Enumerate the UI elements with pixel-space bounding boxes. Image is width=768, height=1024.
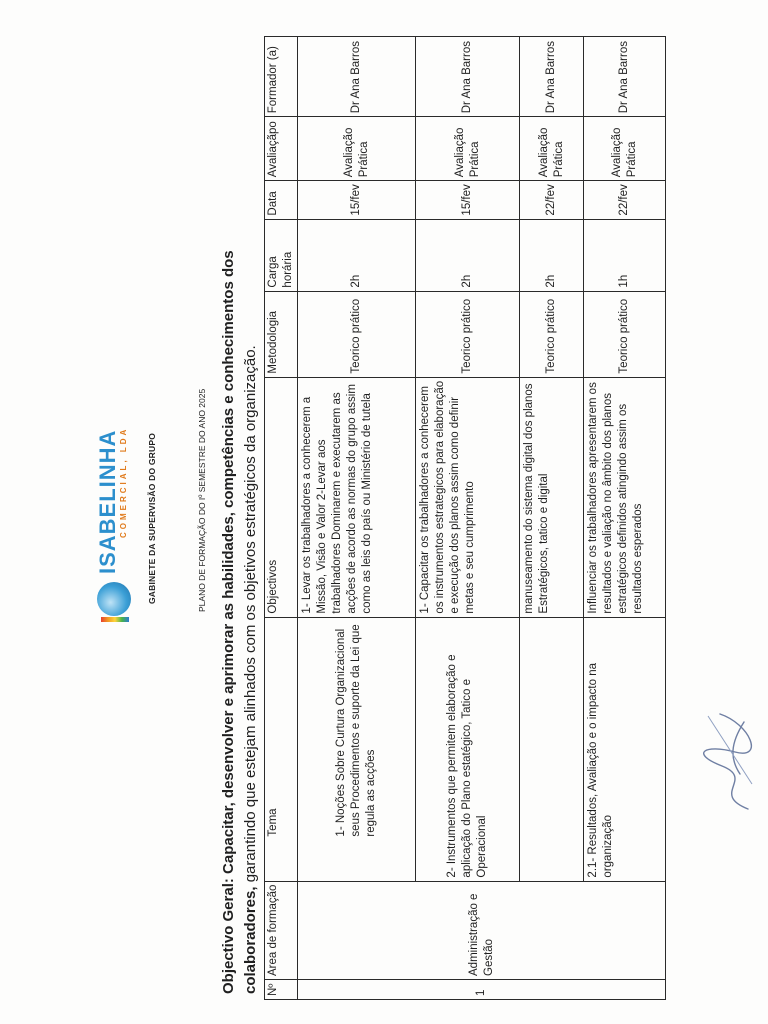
formador-cell: Dr Ana Barros [520,37,584,117]
logo-subtitle: COMERCIAL, LDA [119,426,128,538]
data-cell: 15/fev [416,181,520,219]
header-avaliacao: Avaliaçãpo [265,117,298,181]
header-data: Data [265,181,298,219]
data-cell: 22/fev [584,181,666,219]
formador-cell: Dr Ana Barros [584,37,666,117]
carga-cell: 2h [298,219,416,291]
avaliacao-cell: Avaliação Prática [520,117,584,181]
tema-cell: 1- Noções Sobre Curtura Organizacional seus Procedimentos e suporte da Lei que regula as acções [298,617,416,881]
handwritten-signature [700,704,760,814]
table-row [584,37,666,1000]
logo-name: ISABELINHA [95,429,120,574]
objectivos-cell: Influenciar os trabalhadores apresentarem os resultados e valiação no âmbito dos planos estratégicos definidos atingindo assim os resultados esperados [584,377,666,617]
department-title: GABINETE DA SUPERVISÃO DO GRUPO [147,432,157,604]
metodologia-cell: Teorico prático [298,291,416,377]
tema-cell: 2- Instrumentos que permitem elaboração e aplicação do Plano estatégico, Tatico e Operacional [416,617,520,881]
header-num: Nº [265,980,298,1000]
header-area: Area de formação [265,881,298,979]
plan-title: PLANO DE FORMAÇÃO DO Iº SEMESTRE DO ANO 2025 [197,388,207,612]
header-carga: Carga horária [265,219,298,291]
table-row [416,37,520,1000]
header-tema: Tema [265,617,298,881]
table-header-row [265,37,298,1000]
formador-cell: Dr Ana Barros [416,37,520,117]
general-objective [218,224,262,994]
data-cell: 15/fev [298,181,416,219]
carga-cell: 2h [416,219,520,291]
metodologia-cell: Teorico prático [416,291,520,377]
header-metodologia: Metodologia [265,291,298,377]
objective-label: Objectivo Geral: [220,878,237,994]
avaliacao-cell: Avaliação Prática [298,117,416,181]
table-row [298,37,416,1000]
logo-globe-icon [97,582,131,616]
row-number: 1 [298,980,666,1000]
objectivos-cell: 1- Levar os trabalhadores a conhecerem a Missão, Visão e Valor 2-Levar aos trabalhadores Dominarem e executarem as acções de acordo as normas do grupo assim como as leis do país ou Ministério de tutela [298,377,416,617]
objectivos-cell: manuseamento do sistema digital dos planos Estratégicos, tatico e digital [520,377,584,617]
header-formador: Formador (a) [265,37,298,117]
objectivos-cell: 1- Capacitar os trabalhadores a conhecerem os instrumentos estrategicos para elaboração e execução dos planos assim como definir metas e seu cumprimento [416,377,520,617]
avaliacao-cell: Avaliação Prática [416,117,520,181]
carga-cell: 2h [520,219,584,291]
data-cell: 22/fev [520,181,584,219]
formador-cell: Dr Ana Barros [298,37,416,117]
avaliacao-cell: Avaliação Prática [584,117,666,181]
tema-cell: 2.1- Resultados, Avaliação e o impacto na organização [584,617,666,881]
tema-cell [520,617,584,881]
objective-text-bold: Capacitar, desenvolver e aprimorar as habilidades, competências e conhecimentos dos colaboradores, [220,250,259,994]
header-objectivos: Objectivos [265,377,298,617]
table-row [520,37,584,1000]
training-plan-table [264,36,666,1000]
objective-text: garantindo que estejam alinhados com os objetivos estratégicos da organização. [242,345,259,883]
company-logo [97,376,137,616]
metodologia-cell: Teorico prático [584,291,666,377]
metodologia-cell: Teorico prático [520,291,584,377]
carga-cell: 1h [584,219,666,291]
area-cell: Administração e Gestão [298,881,666,979]
